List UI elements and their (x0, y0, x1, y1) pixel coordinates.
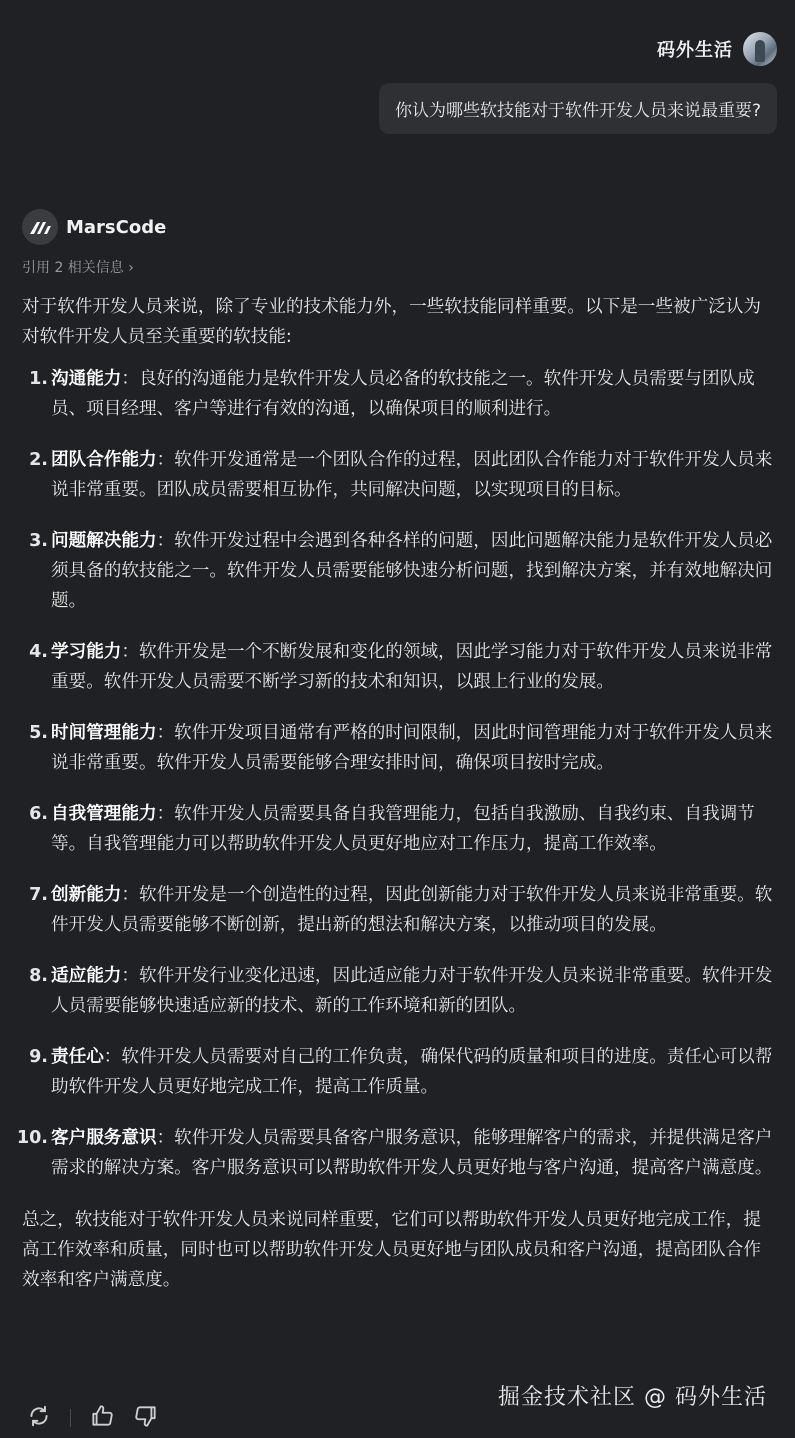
item-term: 学习能力 (51, 642, 122, 662)
item-text: ：软件开发项目通常有严格的时间限制，因此时间管理能力对于软件开发人员来说非常重要。软件开发人员需要能够合理安排时间，确保项目按时完成。 (51, 723, 773, 773)
item-number: 4. (29, 642, 48, 662)
message-actions (26, 1403, 159, 1433)
bot-name: MarsCode (66, 216, 167, 238)
item-number: 5. (29, 723, 48, 743)
item-term: 创新能力 (51, 885, 122, 905)
item-number: 8. (29, 966, 48, 986)
list-item (22, 880, 777, 940)
bot-header (22, 209, 166, 245)
item-number: 1. (29, 369, 48, 389)
thumbs-up-icon[interactable] (89, 1403, 115, 1433)
user-message-bubble: 你认为哪些软技能对于软件开发人员来说最重要? (379, 83, 777, 134)
response-intro: 对于软件开发人员来说，除了专业的技术能力外，一些软技能同样重要。以下是一些被广泛认为对软件开发人员至关重要的软技能: (22, 297, 761, 347)
item-text: ：良好的沟通能力是软件开发人员必备的软技能之一。软件开发人员需要与团队成员、项目经理、客户等进行有效的沟通，以确保项目的顺利进行。 (51, 369, 755, 419)
item-text: ：软件开发通常是一个团队合作的过程，因此团队合作能力对于软件开发人员来说非常重要。团队成员需要相互协作，共同解决问题，以实现项目的目标。 (51, 450, 773, 500)
item-text: ：软件开发人员需要对自己的工作负责，确保代码的质量和项目的进度。责任心可以帮助软件开发人员更好地完成工作，提高工作质量。 (51, 1047, 773, 1097)
thumbs-down-icon[interactable] (133, 1403, 159, 1433)
item-term: 时间管理能力 (51, 723, 157, 743)
list-item (22, 718, 777, 778)
list-item (22, 1042, 777, 1102)
item-term: 适应能力 (51, 966, 122, 986)
actions-divider (70, 1409, 71, 1427)
item-number: 3. (29, 531, 48, 551)
watermark: 掘金技术社区 @ 码外生活 (498, 1385, 767, 1410)
list-item (22, 526, 777, 616)
item-term: 责任心 (51, 1047, 104, 1067)
list-item (22, 799, 777, 859)
list-item (22, 637, 777, 697)
list-item (22, 445, 777, 505)
item-term: 问题解决能力 (51, 531, 157, 551)
response-summary: 总之，软技能对于软件开发人员来说同样重要，它们可以帮助软件开发人员更好地完成工作，提高工作效率和质量，同时也可以帮助软件开发人员更好地与团队成员和客户沟通，提高团队合作效率和客户满意度。 (22, 1210, 761, 1290)
user-name: 码外生活 (657, 40, 733, 61)
marscode-logo-icon (22, 209, 58, 245)
list-item (22, 961, 777, 1021)
item-number: 6. (29, 804, 48, 824)
user-header (657, 32, 777, 66)
item-number: 7. (29, 885, 48, 905)
bot-response (16, 292, 777, 1295)
item-text: ：软件开发是一个创造性的过程，因此创新能力对于软件开发人员来说非常重要。软件开发人员需要能够不断创新，提出新的想法和解决方案，以推动项目的发展。 (51, 885, 773, 935)
item-number: 10. (16, 1128, 48, 1148)
item-number: 9. (29, 1047, 48, 1067)
item-text: ：软件开发人员需要具备自我管理能力，包括自我激励、自我约束、自我调节等。自我管理能力可以帮助软件开发人员更好地应对工作压力，提高工作效率。 (51, 804, 755, 854)
item-term: 沟通能力 (51, 369, 122, 389)
list-item (16, 1123, 777, 1183)
item-text: ：软件开发是一个不断发展和变化的领域，因此学习能力对于软件开发人员来说非常重要。软件开发人员需要不断学习新的技术和知识，以跟上行业的发展。 (51, 642, 773, 692)
refresh-icon[interactable] (26, 1403, 52, 1433)
user-avatar[interactable] (743, 32, 777, 66)
item-text: ：软件开发过程中会遇到各种各样的问题，因此问题解决能力是软件开发人员必须具备的软技能之一。软件开发人员需要能够快速分析问题，找到解决方案，并有效地解决问题。 (51, 531, 773, 611)
item-term: 客户服务意识 (51, 1128, 157, 1148)
references-link[interactable]: 引用 2 相关信息 › (22, 260, 134, 276)
item-text: ：软件开发人员需要具备客户服务意识，能够理解客户的需求，并提供满足客户需求的解决方案。客户服务意识可以帮助软件开发人员更好地与客户沟通，提高客户满意度。 (51, 1128, 773, 1178)
skills-list (16, 364, 777, 1183)
item-term: 自我管理能力 (51, 804, 157, 824)
item-text: ：软件开发行业变化迅速，因此适应能力对于软件开发人员来说非常重要。软件开发人员需要能够快速适应新的技术、新的工作环境和新的团队。 (51, 966, 773, 1016)
list-item (22, 364, 777, 424)
item-number: 2. (29, 450, 48, 470)
item-term: 团队合作能力 (51, 450, 157, 470)
